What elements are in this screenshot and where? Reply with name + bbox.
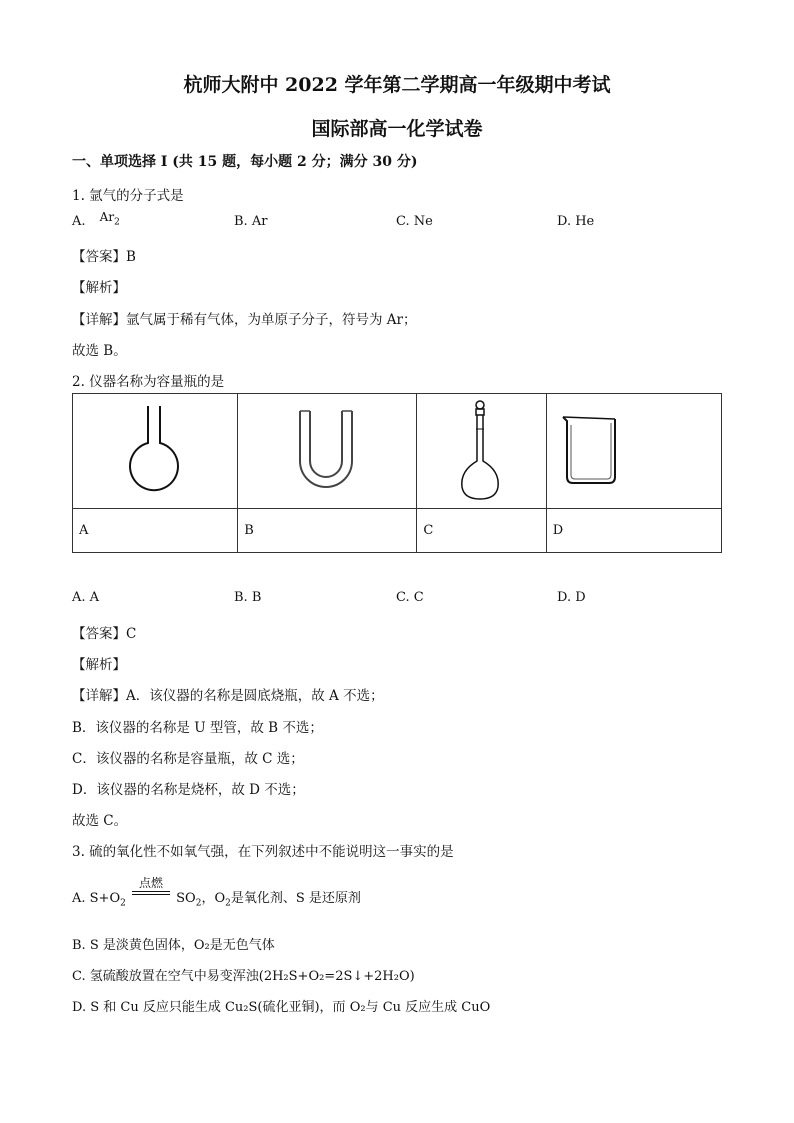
q2-option-c: C. C <box>396 590 424 605</box>
q1-option-c: C. Ne <box>396 214 433 229</box>
instrument-table <box>72 393 722 553</box>
q1-option-b: B. Ar <box>234 214 268 229</box>
q1-option-a-label: A. <box>72 214 86 229</box>
q2-stem: 2. 仪器名称为容量瓶的是 <box>72 374 225 390</box>
instrument-cell-a <box>73 394 238 509</box>
q2-option-b: B. B <box>234 590 262 605</box>
q2-detail-line: D．该仪器的名称是烧杯，故 D 不选； <box>72 782 305 798</box>
q3-option-d: D. S 和 Cu 反应只能生成 Cu₂S(硫化亚铜)，而 O₂与 Cu 反应生成 CuO <box>72 1000 491 1015</box>
volumetric-flask-icon <box>452 399 512 503</box>
table-label-b: B <box>238 509 417 553</box>
q2-detail-line: B．该仪器的名称是 U 型管，故 B 不选； <box>72 720 323 736</box>
table-label-d: D <box>546 509 721 553</box>
q1-detail: 【详解】氩气属于稀有气体，为单原子分子，符号为 Ar； <box>72 312 417 328</box>
reaction-condition: 点燃 <box>132 876 170 895</box>
q2-option-a: A. A <box>72 590 100 605</box>
q3-option-c: C. 氢硫酸放置在空气中易变浑浊(2H₂S+O₂=2S↓+2H₂O) <box>72 969 415 984</box>
table-label-a: A <box>73 509 238 553</box>
u-tube-icon <box>292 401 362 501</box>
round-bottom-flask-icon <box>120 401 190 501</box>
q3-stem: 3. 硫的氧化性不如氧气强，在下列叙述中不能说明这一事实的是 <box>72 844 454 860</box>
instrument-cell-b <box>238 394 417 509</box>
q3-option-b: B. S 是淡黄色固体，O₂是无色气体 <box>72 938 275 953</box>
q1-answer: 【答案】B <box>72 249 136 265</box>
q2-analysis-label: 【解析】 <box>72 657 126 673</box>
exam-title: 杭师大附中 2022 学年第二学期高一年级期中考试 <box>183 74 611 96</box>
q2-option-d: D. D <box>557 590 586 605</box>
q1-conclusion: 故选 B。 <box>72 343 127 359</box>
q2-detail-line: 【详解】A．该仪器的名称是圆底烧瓶，故 A 不选； <box>72 688 384 704</box>
instrument-cell-c <box>417 394 546 509</box>
section-heading: 一、单项选择 I (共 15 题，每小题 2 分；满分 30 分) <box>72 154 418 170</box>
instrument-cell-d <box>546 394 721 509</box>
q1-option-a-formula: $Ar_2$ <box>99 210 120 228</box>
table-label-c: C <box>417 509 546 553</box>
q1-analysis-label: 【解析】 <box>72 280 126 296</box>
q2-answer: 【答案】C <box>72 626 137 642</box>
q2-conclusion: 故选 C。 <box>72 813 128 829</box>
q1-stem: 1. 氩气的分子式是 <box>72 188 184 204</box>
beaker-icon <box>557 411 627 491</box>
exam-subtitle: 国际部高一化学试卷 <box>311 118 483 140</box>
q3-option-a: A. $S+O_2$ 点燃 $SO_2$，$O_2$是氧化剂、S 是还原剂 <box>72 876 361 909</box>
q1-option-d: D. He <box>557 214 595 229</box>
q1-option-a <box>72 210 120 231</box>
q2-detail-line: C．该仪器的名称是容量瓶，故 C 选； <box>72 751 304 767</box>
